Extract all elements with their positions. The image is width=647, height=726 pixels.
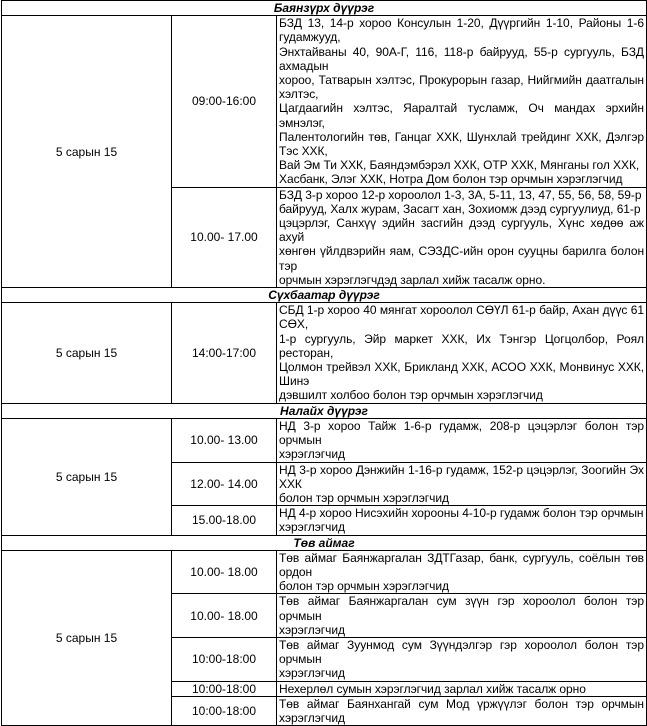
- affected-area-line: НД 4-р хороо Нисэхийн хорооны 4-10-р гудамж болон тэр орчмын: [279, 506, 644, 521]
- schedule-row: [2, 418, 647, 462]
- affected-area-line: Төв аймаг Баянхангай сум Мод үржүүлэг болон тэр орчмын хэрэглэгчид: [279, 696, 645, 725]
- section-header-row: [2, 403, 647, 418]
- outage-time: 10:00-18:00: [172, 637, 277, 681]
- schedule-row: [2, 16, 647, 187]
- schedule-body: [2, 1, 647, 726]
- schedule-row: [2, 303, 647, 403]
- affected-area-line: БЗД 13, 14-р хороо Консулын 1-20, Дүүргийн 1-10, Районы 1-6 гудамжууд,: [279, 16, 645, 45]
- affected-area: [277, 418, 647, 462]
- affected-area: [277, 303, 647, 403]
- affected-area: [277, 16, 647, 187]
- outage-date: 5 сарын 15: [2, 303, 172, 403]
- affected-area-line: Төв аймаг Баянжаргалан сум зүүн гэр хороолол болон тэр орчмын: [279, 594, 645, 623]
- affected-area-line: Палентологийн төв, Ганцаг ХХК, Шунхлай трейдинг ХХК, Дэлгэр Тэс ХХК,: [279, 129, 645, 159]
- affected-area-line: хөнгөн үйлдвэрийн яам, СЭЗДС-ийн орон сууцны барилга болон тэр: [279, 244, 645, 273]
- affected-area-line: дэвшилт холбоо болон тэр орчмын хэрэглэгчид: [279, 388, 543, 403]
- outage-time: 10.00- 18.00: [172, 594, 277, 638]
- outage-time: 10:00-18:00: [172, 681, 277, 696]
- affected-area-line: Энхтайваны 40, 90А-Г, 116, 118-р байрууд, 55-р сургууль, БЗД ахмадын: [279, 44, 645, 73]
- affected-area-line: НД 3-р хороо Тайж 1-6-р гудамж, 208-р цэцэрлэг болон тэр орчмын: [279, 418, 645, 448]
- outage-time: 14:00-17:00: [172, 303, 277, 403]
- affected-area-line: болон тэр орчмын хэрэглэгчид: [279, 490, 449, 505]
- affected-area: [277, 187, 647, 287]
- affected-area-line: Хасбанк, Элэг ХХК, Нотра Дом болон тэр орчмын хэрэглэгчид: [279, 172, 623, 187]
- affected-area: [277, 550, 647, 594]
- affected-area-line: Вай Эм Ти ХХК, Баяндэмбэрэл ХХК, ОТР ХХК, Мянганы гол ХХК,: [279, 158, 640, 173]
- affected-area-line: СБД 1-р хороо 40 мянгат хороолол СӨҮЛ 61-р байр, Ахан дүүс 61 СӨХ,: [279, 303, 645, 332]
- affected-area-line: Цолмон трейвэл ХХК, Брикланд ХХК, АСОО ХХК, Монвинус ХХК, Шинэ: [279, 360, 645, 389]
- affected-area-line: байрууд, Халх журам, Засагт хан, Зохиомж дээд сургуулиуд, 61-р: [279, 201, 641, 216]
- outage-time: 10.00- 18.00: [172, 550, 277, 594]
- district-title: Налайх дүүрэг: [2, 403, 647, 418]
- affected-area-line: БЗД 3-р хороо 12-р хороолол 1-3, 3А, 5-11, 13, 47, 55, 56, 58, 59-р: [279, 187, 642, 202]
- affected-area-line: цэцэрлэг, Санхүү эдийн засгийн дээд сургууль, Хүнс хөдөө аж ахуй: [279, 216, 645, 245]
- affected-area-line: хэрэглэгчид: [279, 666, 345, 681]
- affected-area-line: 1-р сургууль, Эйр маркет ХХК, Их Тэнгэр Цогцолбор, Роял ресторан,: [279, 331, 645, 360]
- affected-area-line: Төв аймаг Баянжаргалан ЗДТГазар, банк, сургууль, соёлын төв ордон: [279, 550, 645, 579]
- affected-area-line: Цагдаагийн хэлтэс, Яаралтай тусламж, Оч мандах эрхийн эмнэлэг,: [279, 101, 645, 130]
- schedule-row: [2, 550, 647, 594]
- affected-area: [277, 594, 647, 638]
- affected-area-line: хэрэглэгчид: [279, 447, 345, 462]
- outage-date: 5 сарын 15: [2, 16, 172, 288]
- affected-area: [277, 696, 647, 725]
- outage-time: 09:00-16:00: [172, 16, 277, 187]
- affected-area-line: болон тэр орчмын хэрэглэгчид: [279, 579, 449, 594]
- affected-area: [277, 462, 647, 506]
- outage-time: 12.00- 14.00: [172, 462, 277, 506]
- affected-area-line: хэрэглэгчид: [279, 520, 345, 535]
- outage-date: 5 сарын 15: [2, 550, 172, 725]
- affected-area: [277, 681, 647, 696]
- affected-area-line: НД 3-р хороо Дэнжийн 1-16-р гудамж, 152-р цэцэрлэг, Зоогийн Эх ХХК: [279, 462, 645, 491]
- affected-area-line: хэрэглэгчид: [279, 622, 345, 637]
- affected-area-line: Төв аймаг Зуунмод сум Зүүндэлгэр гэр хороолол болон тэр орчмын: [279, 637, 645, 667]
- outage-time: 10.00- 13.00: [172, 418, 277, 462]
- district-title: Төв аймаг: [2, 535, 647, 550]
- affected-area: [277, 506, 647, 535]
- outage-date: 5 сарын 15: [2, 418, 172, 535]
- district-title: Сүхбаатар дүүрэг: [2, 288, 647, 303]
- affected-area-line: хороо, Татварын хэлтэс, Прокурорын газар, Нийгмийн даатгалын хэлтэс,: [279, 73, 645, 102]
- outage-schedule-table: [1, 0, 647, 726]
- section-header-row: [2, 1, 647, 16]
- district-title: Баянзүрх дүүрэг: [2, 1, 647, 16]
- section-header-row: [2, 535, 647, 550]
- affected-area-line: Нехерлөл сумын хэрэглэгчид зарлал хийж тасалж орно: [279, 681, 586, 696]
- outage-time: 10.00- 17.00: [172, 187, 277, 287]
- outage-time: 15.00-18.00: [172, 506, 277, 535]
- section-header-row: [2, 288, 647, 303]
- outage-time: 10:00-18:00: [172, 696, 277, 725]
- affected-area-line: орчмын хэрэглэгчдэд зарлал хийж тасалж орно.: [279, 272, 546, 287]
- affected-area: [277, 637, 647, 681]
